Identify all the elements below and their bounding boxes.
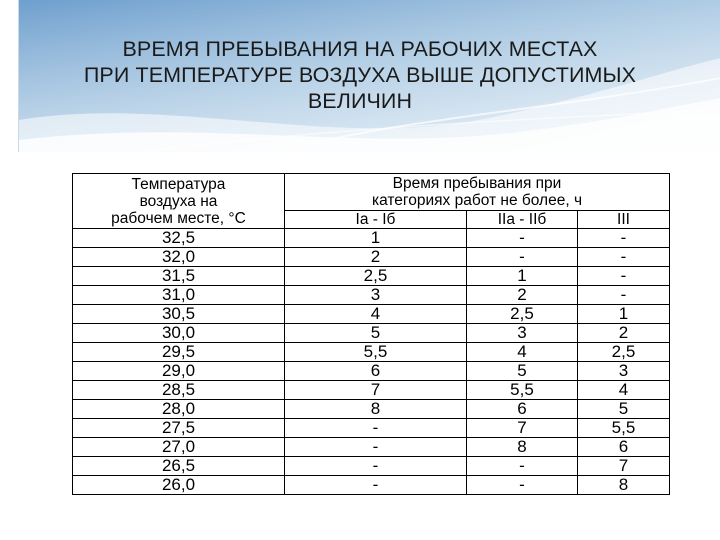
time-cell-cat-2: 3 xyxy=(467,324,578,343)
time-cell-cat-1: 4 xyxy=(285,305,467,324)
temperature-time-table xyxy=(72,173,670,495)
table-row xyxy=(73,400,670,419)
time-cell-cat-1: 8 xyxy=(285,400,467,419)
slide-title xyxy=(30,36,690,114)
temperature-cell: 28,0 xyxy=(73,400,285,419)
time-cell-cat-1: 1 xyxy=(285,229,467,248)
table-container xyxy=(72,173,669,498)
table-row xyxy=(73,362,670,381)
time-cell-cat-1: - xyxy=(285,419,467,438)
time-cell-cat-3: - xyxy=(578,229,670,248)
time-cell-cat-2: 4 xyxy=(467,343,578,362)
time-cell-cat-3: 2,5 xyxy=(578,343,670,362)
temperature-cell: 29,5 xyxy=(73,343,285,362)
category-header-3: III xyxy=(578,211,670,229)
temperature-cell: 26,0 xyxy=(73,476,285,495)
time-cell-cat-2: 5,5 xyxy=(467,381,578,400)
time-cell-cat-2: 6 xyxy=(467,400,578,419)
time-cell-cat-2: 7 xyxy=(467,419,578,438)
temperature-cell: 32,0 xyxy=(73,248,285,267)
time-column-group-header xyxy=(285,174,670,211)
table-row xyxy=(73,305,670,324)
time-header-line: категориях работ не более, ч xyxy=(371,192,583,209)
temperature-cell: 30,5 xyxy=(73,305,285,324)
time-cell-cat-1: 7 xyxy=(285,381,467,400)
time-cell-cat-1: 3 xyxy=(285,286,467,305)
time-cell-cat-3: 8 xyxy=(578,476,670,495)
time-cell-cat-2: 8 xyxy=(467,438,578,457)
time-cell-cat-1: 6 xyxy=(285,362,467,381)
time-cell-cat-2: - xyxy=(467,457,578,476)
temperature-cell: 27,0 xyxy=(73,438,285,457)
time-cell-cat-3: 5 xyxy=(578,400,670,419)
time-header-line: Время пребывания при xyxy=(392,175,562,192)
time-cell-cat-3: 6 xyxy=(578,438,670,457)
time-cell-cat-3: 3 xyxy=(578,362,670,381)
time-cell-cat-1: - xyxy=(285,438,467,457)
temperature-cell: 26,5 xyxy=(73,457,285,476)
table-row xyxy=(73,324,670,343)
time-cell-cat-1: 2,5 xyxy=(285,267,467,286)
temperature-cell: 28,5 xyxy=(73,381,285,400)
temperature-column-header xyxy=(73,174,285,229)
temperature-cell: 31,0 xyxy=(73,286,285,305)
time-cell-cat-3: - xyxy=(578,267,670,286)
temperature-cell: 30,0 xyxy=(73,324,285,343)
time-cell-cat-3: - xyxy=(578,286,670,305)
title-line-3: ВЕЛИЧИН xyxy=(307,89,413,113)
time-cell-cat-2: - xyxy=(467,476,578,495)
time-cell-cat-3: 2 xyxy=(578,324,670,343)
table-row xyxy=(73,248,670,267)
table-row xyxy=(73,438,670,457)
table-body xyxy=(73,229,670,495)
time-cell-cat-2: - xyxy=(467,229,578,248)
category-header-1: Ia - Iб xyxy=(285,211,467,229)
temp-header-line: воздуха на xyxy=(139,193,218,210)
time-cell-cat-3: 7 xyxy=(578,457,670,476)
table-row xyxy=(73,286,670,305)
time-cell-cat-3: 4 xyxy=(578,381,670,400)
time-cell-cat-2: - xyxy=(467,248,578,267)
time-cell-cat-1: 5,5 xyxy=(285,343,467,362)
time-cell-cat-3: 1 xyxy=(578,305,670,324)
title-line-1: ВРЕМЯ ПРЕБЫВАНИЯ НА РАБОЧИХ МЕСТАХ xyxy=(122,37,598,61)
temp-header-line: рабочем месте, °С xyxy=(111,210,246,227)
temp-header-line: Температура xyxy=(131,176,226,193)
temperature-cell: 29,0 xyxy=(73,362,285,381)
table-row xyxy=(73,457,670,476)
table-row xyxy=(73,419,670,438)
table-row xyxy=(73,476,670,495)
time-cell-cat-1: 2 xyxy=(285,248,467,267)
table-row xyxy=(73,229,670,248)
time-cell-cat-2: 2 xyxy=(467,286,578,305)
time-cell-cat-1: - xyxy=(285,476,467,495)
temperature-cell: 27,5 xyxy=(73,419,285,438)
category-header-2: IIa - IIб xyxy=(467,211,578,229)
table-row xyxy=(73,381,670,400)
table-row xyxy=(73,343,670,362)
table-row xyxy=(73,267,670,286)
time-cell-cat-1: - xyxy=(285,457,467,476)
time-cell-cat-1: 5 xyxy=(285,324,467,343)
time-cell-cat-2: 5 xyxy=(467,362,578,381)
time-cell-cat-3: 5,5 xyxy=(578,419,670,438)
temperature-cell: 32,5 xyxy=(73,229,285,248)
temperature-cell: 31,5 xyxy=(73,267,285,286)
time-cell-cat-2: 1 xyxy=(467,267,578,286)
time-cell-cat-3: - xyxy=(578,248,670,267)
title-line-2: ПРИ ТЕМПЕРАТУРЕ ВОЗДУХА ВЫШЕ ДОПУСТИМЫХ xyxy=(83,63,637,87)
time-cell-cat-2: 2,5 xyxy=(467,305,578,324)
